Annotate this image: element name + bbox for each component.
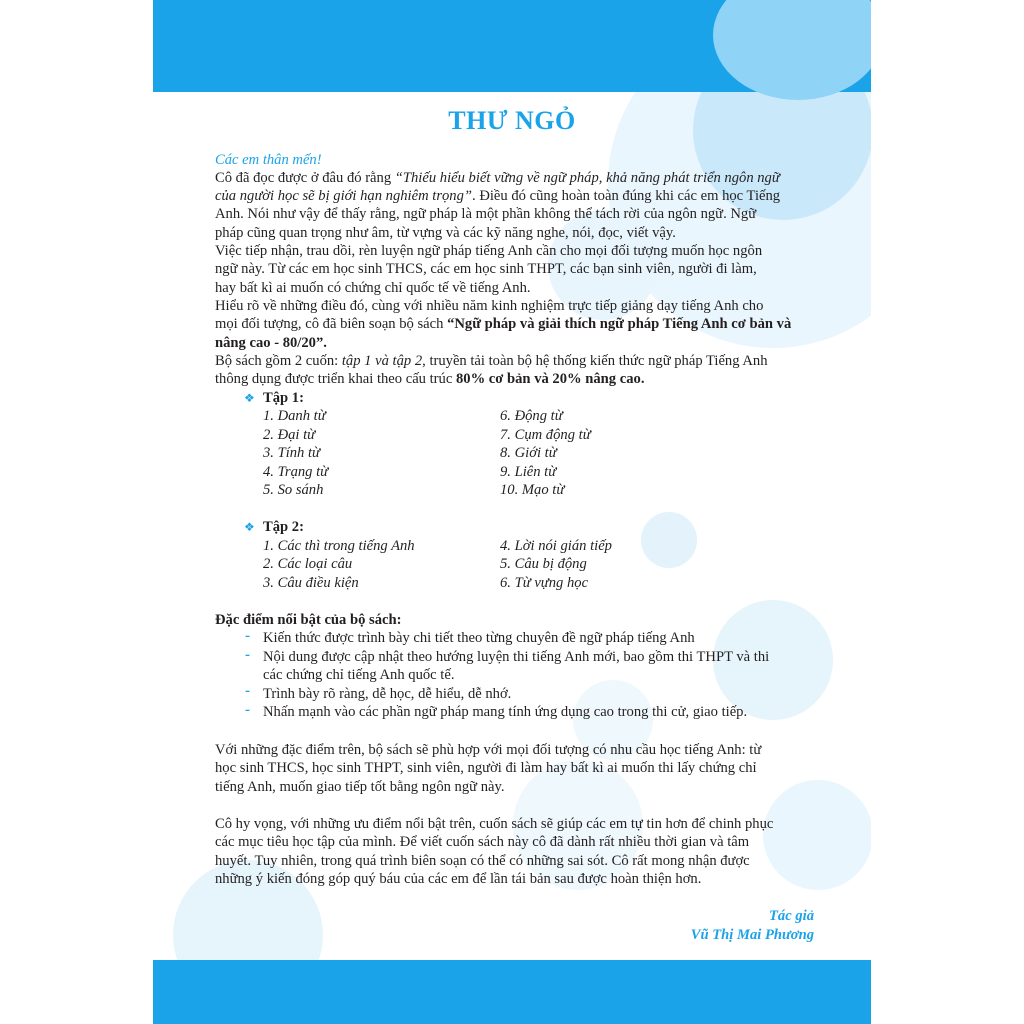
signature-role: Tác giả xyxy=(769,908,814,924)
para6-line-3: huyết. Tuy nhiên, trong quá trình biên soạn có thể có những sai sót. Cô rất mong nhận được xyxy=(215,853,750,869)
volume1-item: 10. Mạo từ xyxy=(500,482,565,498)
intro-line-2 xyxy=(215,187,780,205)
para6-line-2: các mục tiêu học tập của mình. Để viết cuốn sách này cô đã dành rất nhiều thời gian và tâm xyxy=(215,834,750,850)
feature-item: Kiến thức được trình bày chi tiết theo từng chuyên đề ngữ pháp tiếng Anh xyxy=(263,630,695,646)
volume2-item: 6. Từ vựng học xyxy=(500,575,589,591)
para6-line-4: những ý kiến đóng góp quý báu của các em để lần tái bản sau được hoàn thiện hơn. xyxy=(215,871,702,887)
intro-quote: “Thiếu hiểu biết vững về ngữ pháp, khả năng phát triển ngôn ngữ xyxy=(394,170,780,186)
para2-line-2: ngữ này. Từ các em học sinh THCS, các em học sinh THPT, các bạn sinh viên, người đi làm, xyxy=(215,261,757,277)
features-heading: Đặc điểm nổi bật của bộ sách: xyxy=(215,612,402,628)
volume1-item: 4. Trạng từ xyxy=(263,464,329,480)
letter-content xyxy=(153,0,871,1024)
para4-ratio: 80% cơ bản và 20% nâng cao. xyxy=(455,371,645,387)
volume2-item: 2. Các loại câu xyxy=(263,556,353,572)
para2-line-3: hay bất kì ai muốn có chứng chỉ quốc tế về tiếng Anh. xyxy=(215,280,531,296)
letter-page xyxy=(153,0,871,1024)
para5-line-2: học sinh THCS, học sinh THPT, sinh viên, người đi làm hay bất kì ai muốn thi lấy chứng chỉ xyxy=(215,760,757,776)
volume1-heading: Tập 1: xyxy=(263,390,304,406)
para4-line-2 xyxy=(215,370,644,388)
feature-item: Nội dung được cập nhật theo hướng luyện thi tiếng Anh mới, bao gồm thi THPT và thi xyxy=(263,649,770,665)
intro-text: . Điều đó cũng hoàn toàn đúng khi các em học Tiếng xyxy=(472,188,781,204)
intro-line-3: Anh. Nói như vậy để thấy rằng, ngữ pháp là một phần không thể tách rời của ngôn ngữ. Ngữ xyxy=(215,206,757,222)
volume2-item: 1. Các thì trong tiếng Anh xyxy=(263,538,415,554)
volume1-item: 1. Danh từ xyxy=(263,408,326,424)
intro-line-4: pháp cũng quan trọng như âm, từ vựng và các kỹ năng nghe, nói, đọc, viết vậy. xyxy=(215,225,676,241)
volume1-item: 5. So sánh xyxy=(263,482,324,498)
feature-item: Nhấn mạnh vào các phần ngữ pháp mang tính ứng dụng cao trong thi cử, giao tiếp. xyxy=(263,704,748,720)
volume1-item: 3. Tính từ xyxy=(263,445,321,461)
feature-item: Trình bày rõ ràng, dễ học, dễ hiểu, dễ nhớ. xyxy=(263,686,512,702)
volume2-item: 3. Câu điều kiện xyxy=(263,575,359,591)
book-title: “Ngữ pháp và giải thích ngữ pháp Tiếng Anh cơ bản và xyxy=(447,316,792,332)
diamond-bullet-icon: ❖ xyxy=(244,520,255,534)
greeting: Các em thân mến! xyxy=(215,152,322,168)
volume2-heading: Tập 2: xyxy=(263,519,304,535)
dash-bullet-icon: - xyxy=(245,683,250,699)
intro-quote: của người học sẽ bị giới hạn nghiêm trọng” xyxy=(215,188,473,204)
volume1-item: 9. Liên từ xyxy=(500,464,557,480)
para2-line-1: Việc tiếp nhận, trau dồi, rèn luyện ngữ pháp tiếng Anh cần cho mọi đối tượng muốn học ngôn xyxy=(215,243,763,259)
feature-item-continued: các chứng chỉ tiếng Anh quốc tế. xyxy=(263,667,455,683)
dash-bullet-icon: - xyxy=(245,628,250,644)
para3-line-2 xyxy=(215,315,791,333)
para4-text: thông dụng được triển khai theo cấu trúc xyxy=(215,371,456,387)
intro-line-1 xyxy=(215,169,780,187)
para4-text: , truyền tải toàn bộ hệ thống kiến thức ngữ pháp Tiếng Anh xyxy=(422,353,768,369)
para4-text: Bộ sách gồm 2 cuốn: xyxy=(215,353,342,369)
diamond-bullet-icon: ❖ xyxy=(244,391,255,405)
para3-text: mọi đối tượng, cô đã biên soạn bộ sách xyxy=(215,316,448,332)
volume2-item: 5. Câu bị động xyxy=(500,556,587,572)
dash-bullet-icon: - xyxy=(245,702,250,718)
para3-line-3: nâng cao - 80/20”. xyxy=(215,335,327,351)
signature-name: Vũ Thị Mai Phương xyxy=(690,927,814,943)
dash-bullet-icon: - xyxy=(245,647,250,663)
page-title: THƯ NGỎ xyxy=(448,106,576,135)
volume1-item: 8. Giới từ xyxy=(500,445,557,461)
para6-line-1: Cô hy vọng, với những ưu điểm nổi bật trên, cuốn sách sẽ giúp các em tự tin hơn để chinh phục xyxy=(215,816,774,832)
volume1-item: 2. Đại từ xyxy=(263,427,316,443)
volume1-item: 7. Cụm động từ xyxy=(500,427,591,443)
para3-line-1: Hiểu rõ về những điều đó, cùng với nhiều năm kinh nghiệm trực tiếp giảng dạy tiếng Anh cho xyxy=(215,298,764,314)
volume2-item: 4. Lời nói gián tiếp xyxy=(500,538,612,554)
volume1-item: 6. Động từ xyxy=(500,408,563,424)
para5-line-3: tiếng Anh, muốn giao tiếp tốt bằng ngôn ngữ này. xyxy=(215,779,505,795)
para5-line-1: Với những đặc điểm trên, bộ sách sẽ phù hợp với mọi đối tượng có nhu cầu học tiếng Anh: từ xyxy=(215,742,762,758)
intro-text: Cô đã đọc được ở đâu đó rằng xyxy=(215,170,395,186)
para4-line-1 xyxy=(215,352,768,370)
para4-volumes: tập 1 và tập 2 xyxy=(341,353,423,369)
